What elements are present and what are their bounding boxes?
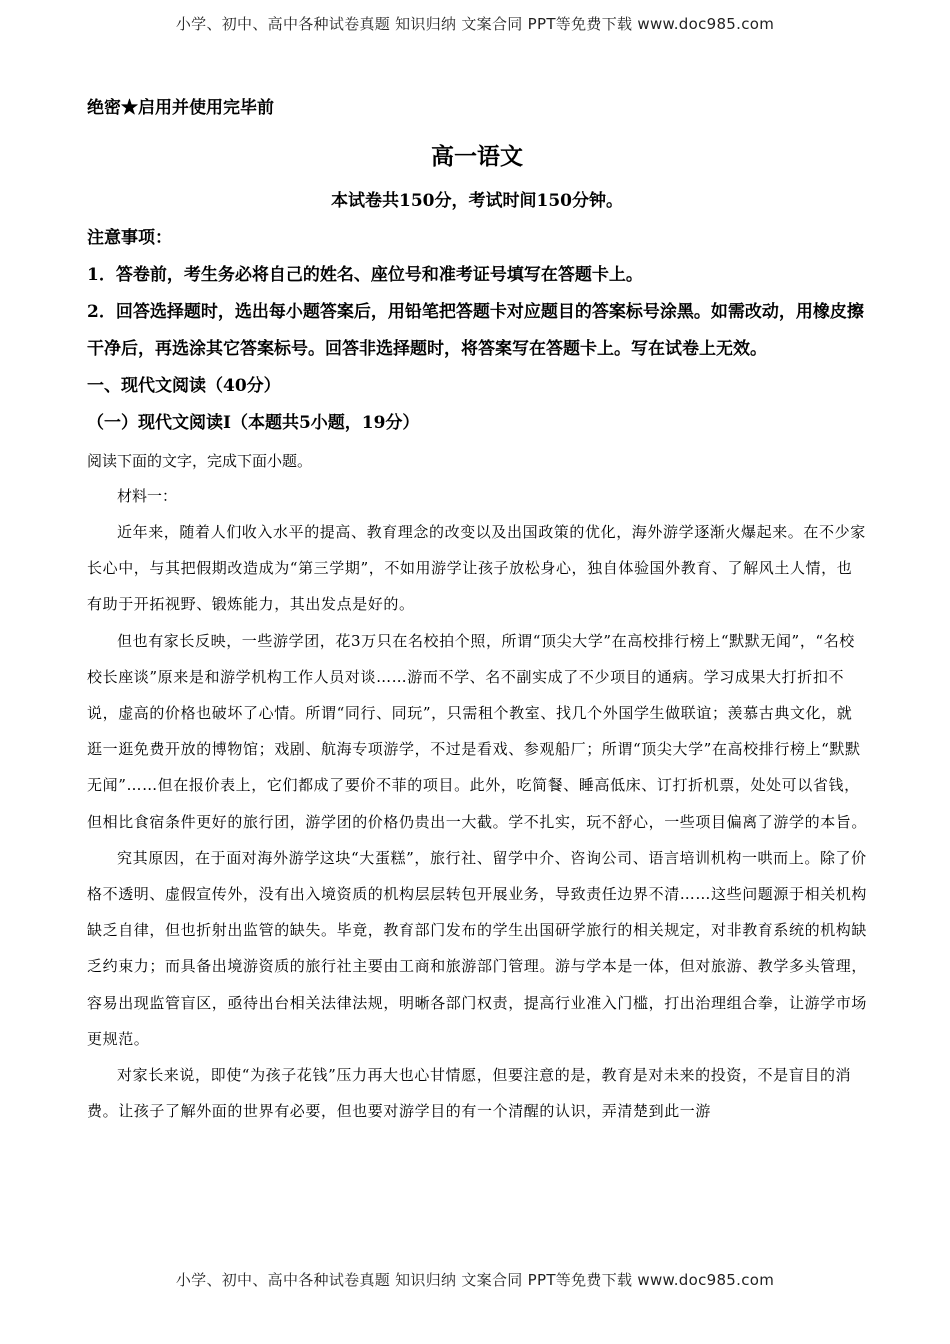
notice-item: 1．答卷前，考生务必将自己的姓名、座位号和准考证号填写在答题卡上。 — [87, 265, 643, 285]
secret-label: 绝密★启用并使用完毕前 — [87, 98, 274, 118]
notice-item: 2．回答选择题时，选出每小题答案后，用铅笔把答题卡对应题目的答案标号涂黑。如需改动，用橡皮擦干净后，再选涂其它答案标号。回答非选择题时，将答案写在答题卡上。写在试卷上无效。 — [87, 302, 864, 359]
exam-title: 高一语文 — [431, 143, 523, 170]
paragraph: 但也有家长反映，一些游学团，花3万只在名校拍个照，所谓“顶尖大学”在高校排行榜上“默默无闻”，“名校校长座谈”原来是和游学机构工作人员对谈……游而不学、名不副实成了不少项目的通病。学习成果大打折扣不说，虚高的价格也破坏了心情。所谓“同行、同玩”，只需租个教室、找几个外国学生做联谊；羡慕古典文化，就逛一逛免费开放的博物馆；戏剧、航海专项游学，不过是看戏、参观船厂；所谓“顶尖大学”在高校排行榜上“默默无闻”……但在报价表上，它们都成了要价不菲的项目。此外，吃简餐、睡高低床、订打折机票，处处可以省钱，但相比食宿条件更好的旅行团，游学团的价格仍贵出一大截。学不扎实，玩不舒心，一些项目偏离了游学的本旨。 — [87, 631, 868, 831]
notice-block — [87, 220, 867, 368]
reading-instruction: 阅读下面的文字，完成下面小题。 — [87, 452, 313, 470]
paragraph: 究其原因，在于面对海外游学这块“大蛋糕”，旅行社、留学中介、咨询公司、语言培训机构一哄而上。除了价格不透明、虚假宣传外，没有出入境资质的机构层层转包开展业务，导致责任边界不清……这些问题源于相关机构缺乏自律，但也折射出监管的缺失。毕竟，教育部门发布的学生出国研学旅行的相关规定，对非教育系统的机构缺乏约束力；而具备出境游资质的旅行社主要由工商和旅游部门管理。游与学本是一体，但对旅游、教学多头管理，容易出现监管盲区，亟待出台相关法律法规，明晰各部门权责，提高行业准入门槛，打出治理组合拳，让游学市场更规范。 — [87, 848, 868, 1048]
exam-info: 本试卷共150分，考试时间150分钟。 — [331, 191, 623, 211]
subsection-heading: （一）现代文阅读Ⅰ（本题共5小题，19分） — [87, 413, 420, 433]
page-header: 小学、初中、高中各种试卷真题 知识归纳 文案合同 PPT等免费下载 www.doc985.com — [175, 15, 775, 33]
paragraph: 对家长来说，即使“为孩子花钱”压力再大也心甘情愿，但要注意的是，教育是对未来的投资，不是盲目的消费。让孩子了解外面的世界有必要，但也要对游学目的有一个清醒的认识，弄清楚到此一游 — [87, 1066, 852, 1121]
exam-page — [87, 88, 867, 1129]
section-heading: 一、现代文阅读（40分） — [87, 376, 281, 396]
page-footer: 小学、初中、高中各种试卷真题 知识归纳 文案合同 PPT等免费下载 www.doc985.com — [175, 1271, 775, 1289]
paragraph: 近年来，随着人们收入水平的提高、教育理念的改变以及出国政策的优化，海外游学逐渐火爆起来。在不少家长心中，与其把假期改造成为“第三学期”，不如用游学让孩子放松身心，独自体验国外教育、了解风土人情，也有助于开拓视野、锻炼能力，其出发点是好的。 — [87, 523, 866, 614]
material-label: 材料一： — [117, 487, 178, 505]
notice-heading: 注意事项： — [87, 228, 172, 248]
